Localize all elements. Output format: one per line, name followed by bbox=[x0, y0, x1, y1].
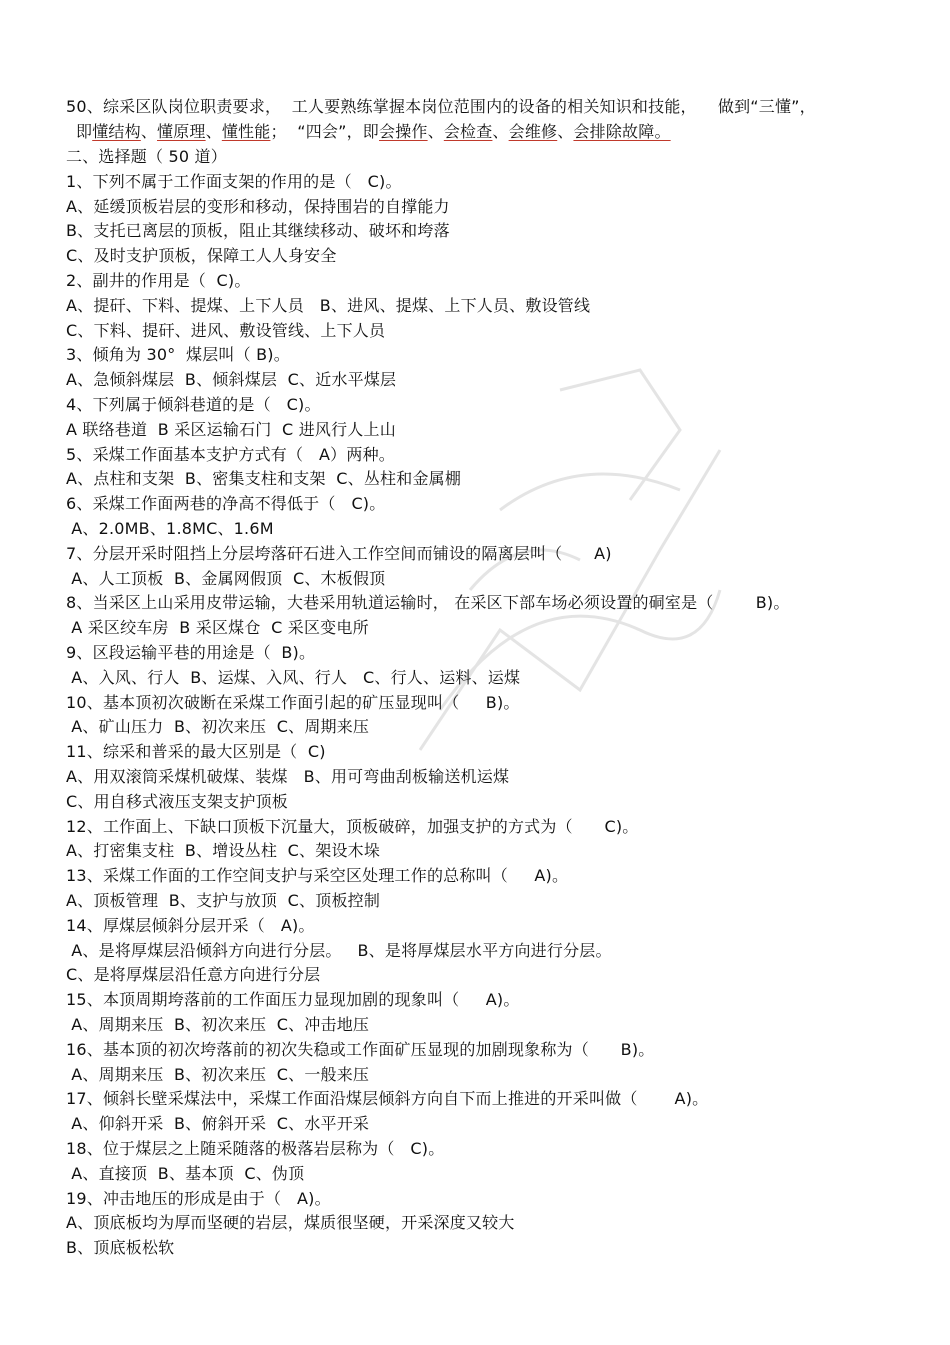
question-line: A、顶板管理 B、支护与放顶 C、顶板控制 bbox=[66, 891, 381, 910]
question-line: 17、倾斜长壁采煤法中，采煤工作面沿煤层倾斜方向自下而上推进的开采叫做（ A)。 bbox=[66, 1089, 709, 1109]
question-line: A、2.0MB、1.8MC、1.6M bbox=[66, 519, 274, 538]
question-line: B、支托已离层的顶板，阻止其继续移动、破坏和垮落 bbox=[66, 221, 450, 241]
question-line: A、矿山压力 B、初次来压 C、周期来压 bbox=[66, 717, 370, 737]
question-line: A、顶底板均为厚而坚硬的岩层，煤质很坚硬，开采深度又较大 bbox=[66, 1213, 515, 1233]
question-line: 14、厚煤层倾斜分层开采（ A)。 bbox=[66, 915, 315, 935]
underlined-term: 懂结构 bbox=[92, 122, 141, 141]
underlined-term: 懂原理 bbox=[157, 122, 206, 141]
question-line: A、仰斜开采 B、俯斜开采 C、水平开采 bbox=[66, 1114, 370, 1134]
intro-text: 、 bbox=[492, 122, 509, 141]
intro-text: 、 bbox=[557, 122, 574, 141]
question-line: C、下料、提矸、进风、敷设管线、上下人员 bbox=[66, 320, 386, 340]
question-line: A、周期来压 B、初次来压 C、冲击地压 bbox=[66, 1015, 370, 1034]
question-line: 1、下列不属于工作面支架的作用的是（ C)。 bbox=[66, 171, 402, 191]
question-line: A、打密集支柱 B、增设丛柱 C、架设木垛 bbox=[66, 841, 381, 861]
intro-line-2 bbox=[76, 121, 671, 143]
question-line: C、及时支护顶板，保障工人人身安全 bbox=[66, 246, 337, 266]
underlined-term: 会检查 bbox=[443, 122, 493, 141]
question-line: 12、工作面上、下缺口顶板下沉量大，顶板破碎，加强支护的方式为（ C)。 bbox=[66, 816, 639, 836]
question-line: 二、选择题（ 50 道） bbox=[66, 147, 227, 166]
question-line: 10、基本顶初次破断在采煤工作面引起的矿压显现叫（ B)。 bbox=[66, 692, 520, 712]
underlined-term: 会排除故障。 bbox=[573, 122, 671, 141]
question-line: A、直接顶 B、基本顶 C、伪顶 bbox=[66, 1163, 305, 1183]
question-line: A、人工顶板 B、金属网假顶 C、木板假顶 bbox=[66, 568, 386, 588]
question-line: A、入风、行人 B、运煤、入风、行人 C、行人、运料、运煤 bbox=[66, 667, 521, 687]
intro-text: ； “四会”，即 bbox=[270, 122, 379, 141]
question-line: A、点柱和支架 B、密集支柱和支架 C、丛柱和金属棚 bbox=[66, 469, 462, 489]
intro-text: 、 bbox=[140, 122, 158, 141]
question-line: A、是将厚煤层沿倾斜方向进行分层。 B、是将厚煤层水平方向进行分层。 bbox=[66, 940, 612, 960]
intro-text: 、 bbox=[205, 122, 222, 141]
question-line: 3、倾角为 30° 煤层叫（ B)。 bbox=[66, 345, 290, 365]
question-line: A、用双滚筒采煤机破煤、装煤 B、用可弯曲刮板输送机运煤 bbox=[66, 767, 510, 786]
intro-text: 即 bbox=[76, 122, 93, 141]
question-line: 8、当采区上山采用皮带运输，大巷采用轨道运输时， 在采区下部车场必须设置的硐室是（ B)。 bbox=[66, 593, 790, 613]
underlined-term: 会操作 bbox=[379, 122, 428, 141]
question-line: 5、采煤工作面基本支护方式有（ A）两种。 bbox=[66, 444, 395, 464]
question-line: C、用自移式液压支架支护顶板 bbox=[66, 791, 288, 811]
question-line: 4、下列属于倾斜巷道的是（ C)。 bbox=[66, 395, 321, 414]
question-line: 11、综采和普采的最大区别是（ C) bbox=[66, 742, 326, 762]
question-line: B、顶底板松软 bbox=[66, 1238, 175, 1258]
question-line: 15、本顶周期垮落前的工作面压力显现加剧的现象叫（ A)。 bbox=[66, 990, 520, 1010]
question-line: 2、副井的作用是（ C)。 bbox=[66, 271, 251, 290]
question-line: 6、采煤工作面两巷的净高不得低于（ C)。 bbox=[66, 494, 386, 514]
question-line: A、急倾斜煤层 B、倾斜煤层 C、近水平煤层 bbox=[66, 370, 397, 390]
question-line: 16、基本顶的初次垮落前的初次失稳或工作面矿压显现的加剧现象称为（ B)。 bbox=[66, 1039, 655, 1059]
intro-text: 、 bbox=[427, 122, 444, 141]
question-line: A 采区绞车房 B 采区煤仓 C 采区变电所 bbox=[66, 618, 369, 638]
question-line: 13、采煤工作面的工作空间支护与采空区处理工作的总称叫（ A)。 bbox=[66, 866, 569, 886]
question-line: A 联络巷道 B 采区运输石门 C 进风行人上山 bbox=[66, 419, 396, 439]
question-line: 18、位于煤层之上随采随落的极落岩层称为（ C)。 bbox=[66, 1139, 445, 1158]
question-line: 9、区段运输平巷的用途是（ B)。 bbox=[66, 643, 316, 662]
underlined-term: 懂性能 bbox=[221, 122, 271, 141]
question-line: 19、冲击地压的形成是由于（ A)。 bbox=[66, 1188, 331, 1208]
question-line: A、延缓顶板岩层的变形和移动，保持围岩的自撑能力 bbox=[66, 196, 450, 216]
underlined-term: 会维修 bbox=[508, 122, 558, 141]
question-line: A、周期来压 B、初次来压 C、一般来压 bbox=[66, 1064, 370, 1084]
question-line: C、是将厚煤层沿任意方向进行分层 bbox=[66, 965, 321, 985]
question-line: 7、分层开采时阻挡上分层垮落矸石进入工作空间而铺设的隔离层叫（ A) bbox=[66, 543, 612, 563]
intro-line-1: 50、综采区队岗位职责要求， 工人要熟练掌握本岗位范围内的设备的相关知识和技能， 做到“三懂”， bbox=[66, 97, 816, 116]
question-line: A、提矸、下料、提煤、上下人员 B、进风、提煤、上下人员、敷设管线 bbox=[66, 295, 591, 315]
